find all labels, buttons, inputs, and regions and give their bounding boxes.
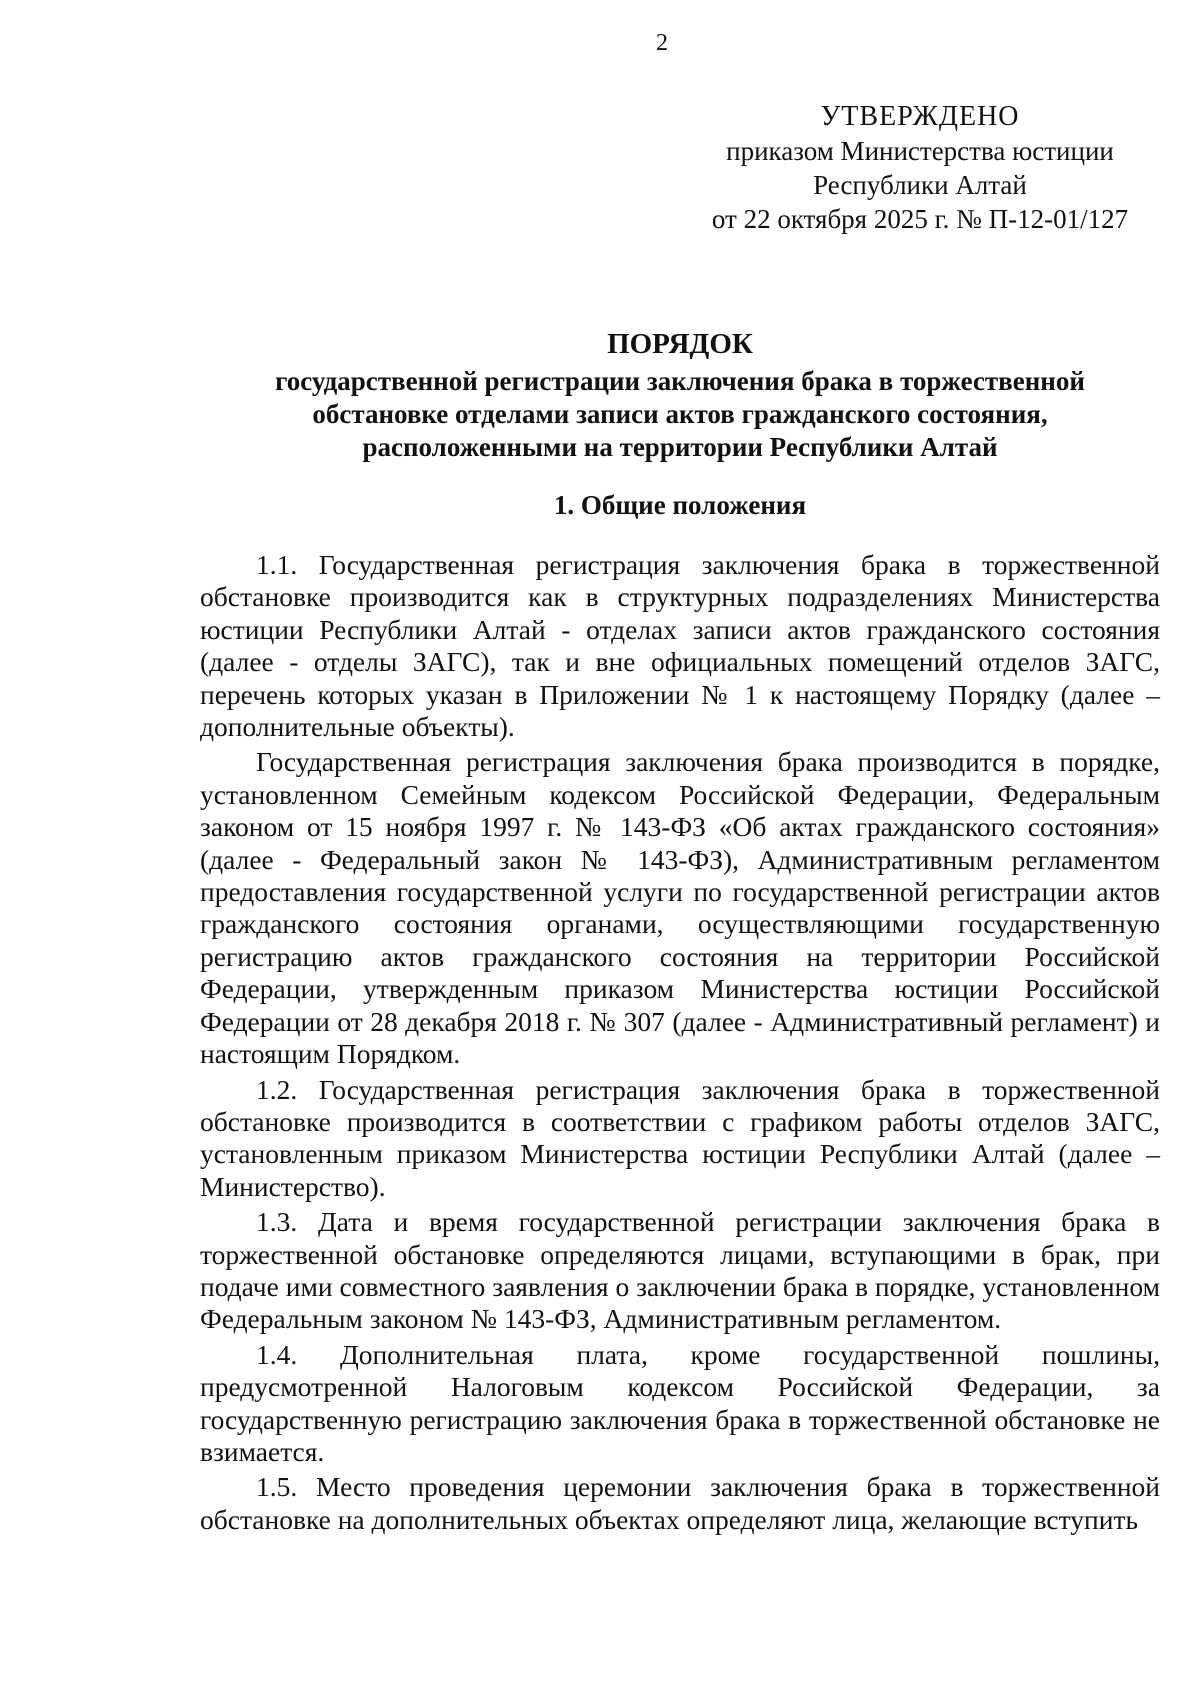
document-title: ПОРЯДОК [607,328,753,360]
document-title-block [200,328,1160,464]
paragraph-1-1: 1.1. Государственная регистрация заключения брака в торжественной обстановке производится как в структурных подразделениях Министерства юстиции Республики Алтай - отделах записи актов гражданского состояния (далее - отделы ЗАГС), так и вне официальных помещений отделов ЗАГС, перечень которых указан в Приложении № 1 к настоящему Порядку (далее – дополнительные объекты). [200,549,1160,743]
document-subtitle-line: расположенными на территории Республики Алтай [362,432,998,462]
section-body [200,549,1160,1539]
approval-stamp [690,100,1150,236]
page-number: 2 [656,30,668,56]
paragraph-1-4: 1.4. Дополнительная плата, кроме государственной пошлины, предусмотренной Налоговым кодексом Российской Федерации, за государственную регистрацию заключения брака в торжественной обстановке не взимается. [200,1338,1160,1467]
paragraph-1-2: 1.2. Государственная регистрация заключения брака в торжественной обстановке производится в соответствии с графиком работы отделов ЗАГС, установленным приказом Министерства юстиции Республики Алтай (далее – Министерство). [200,1073,1160,1202]
approval-line-3: от 22 октября 2025 г. № П-12-01/127 [711,204,1129,234]
approval-line-2: Республики Алтай [813,170,1027,200]
paragraph-1-1-continued: Государственная регистрация заключения брака производится в порядке, установленном Семейным кодексом Российской Федерации, Федеральным законом от 15 ноября 1997 г. № 143-ФЗ «Об актах гражданского состояния» (далее - Федеральный закон № 143-ФЗ), Административным регламентом предоставления государственной услуги по государственной регистрации актов гражданского состояния органами, осуществляющими государственную регистрацию актов гражданского состояния на территории Российской Федерации, утвержденным приказом Министерства юстиции Российской Федерации от 28 декабря 2018 г. № 307 (далее - Административный регламент) и настоящим Порядком. [200,746,1160,1070]
document-subtitle-line: государственной регистрации заключения брака в торжественной [275,366,1085,396]
document-subtitle-line: обстановке отделами записи актов гражданского состояния, [312,399,1048,429]
paragraph-1-3: 1.3. Дата и время государственной регистрации заключения брака в торжественной обстановке определяются лицами, вступающими в брак, при подаче ими совместного заявления о заключении брака в порядке, установленном Федеральным законом № 143-ФЗ, Административным регламентом. [200,1206,1160,1335]
approval-title: УТВЕРЖДЕНО [820,101,1020,132]
approval-line-1: приказом Министерства юстиции [726,136,1114,166]
paragraph-1-5: 1.5. Место проведения церемонии заключения брака в торжественной обстановке на дополнительных объектах определяют лица, желающие вступить [200,1471,1160,1535]
section-heading: 1. Общие положения [553,490,807,520]
